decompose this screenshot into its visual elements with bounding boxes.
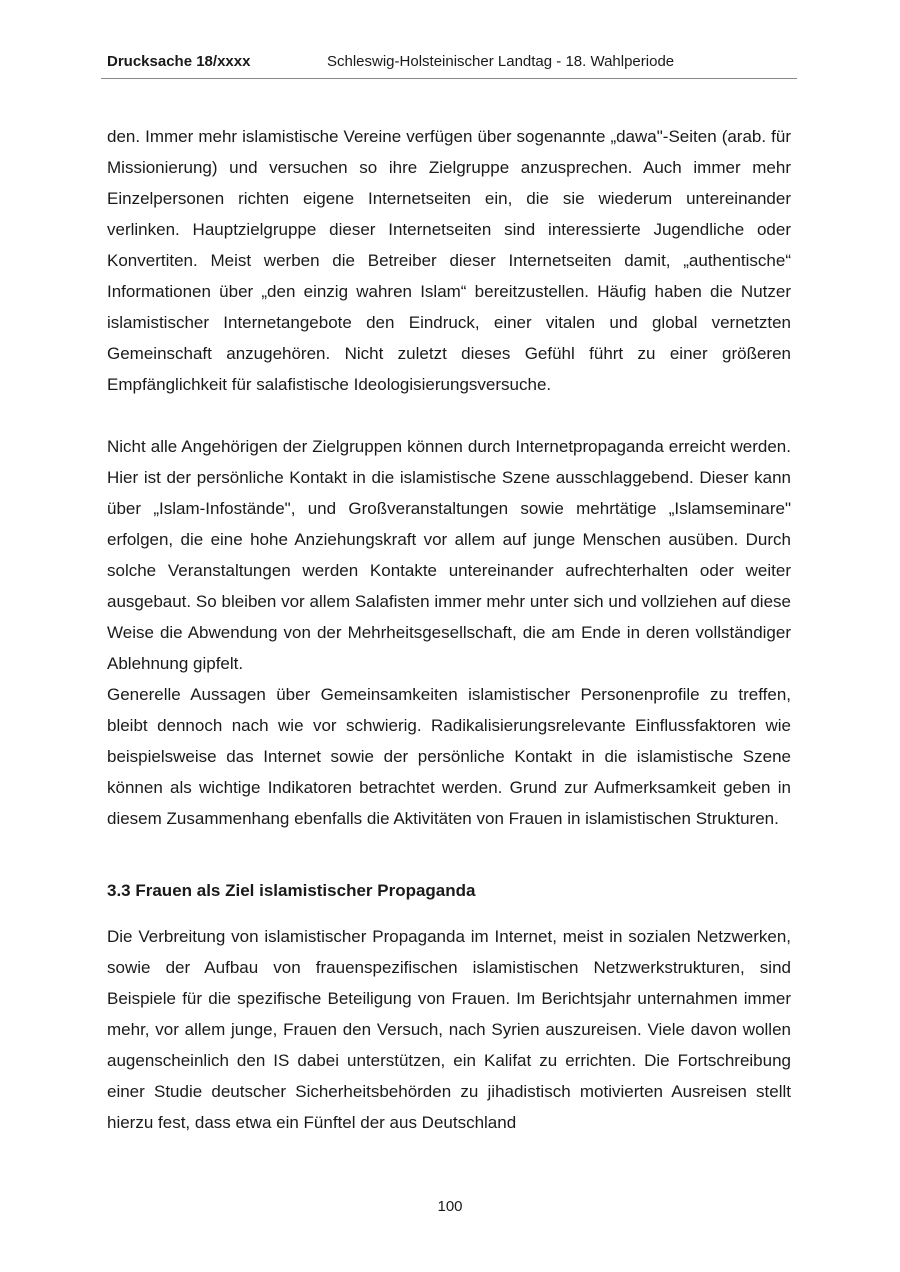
parliament-title: Schleswig-Holsteinischer Landtag - 18. Wahlperiode: [327, 53, 675, 70]
paragraph: Generelle Aussagen über Gemeinsamkeiten islamistischer Personenprofile zu treffen, bleibt dennoch nach wie vor schwierig. Radikalisierungsrelevante Einflussfaktoren wie beispielsweise das Internet sowie der persönliche Kontakt in die islamistische Szene können als wichtige Indikatoren betrachtet werden. Grund zur Aufmerksamkeit geben in diesem Zusammenhang ebenfalls die Aktivitäten von Frauen in islamistischen Strukturen.: [107, 685, 791, 828]
paragraph: Die Verbreitung von islamistischer Propaganda im Internet, meist in sozialen Netzwerken, sowie der Aufbau von frauenspezifischen islamistischen Netzwerkstrukturen, sind Beispiele für die spezifische Beteiligung von Frauen. Im Berichtsjahr unternahmen immer mehr, vor allem junge, Frauen den Versuch, nach Syrien auszureisen. Viele davon wollen augenscheinlich den IS dabei unterstützen, ein Kalifat zu errichten. Die Fortschreibung einer Studie deutscher Sicherheitsbehörden zu jihadistisch motivierten Ausreisen stellt hierzu fest, dass etwa ein Fünftel der aus Deutschland: [107, 927, 791, 1132]
page-number: 100: [437, 1198, 463, 1215]
paragraph-gap: [107, 400, 791, 431]
document-number: Drucksache 18/xxxx: [107, 53, 251, 70]
paragraph: den. Immer mehr islamistische Vereine verfügen über sogenannte „dawa"-Seiten (arab. für Missionierung) und versuchen so ihre Zielgruppe anzusprechen. Auch immer mehr Einzelpersonen richten eigene Internetseiten ein, die sie wiederum untereinander verlinken. Hauptzielgruppe dieser Internetseiten sind interessierte Jugendliche oder Konvertiten. Meist werben die Betreiber dieser Internetseiten damit, „authentische“ Informationen über „den einzig wahren Islam“ bereitzustellen. Häufig haben die Nutzer islamistischer Internetangebote den Eindruck, einer vitalen und global vernetzten Gemeinschaft anzugehören. Nicht zuletzt dieses Gefühl führt zu einer größeren Empfänglichkeit für salafistische Ideologisierungsversuche.: [107, 127, 791, 394]
paragraph: Nicht alle Angehörigen der Zielgruppen können durch Internetpropaganda erreicht werden. Hier ist der persönliche Kontakt in die islamistische Szene ausschlaggebend. Dieser kann über „Islam-Infostände", und Großveranstaltungen sowie mehrtätige „Islamseminare" erfolgen, die eine hohe Anziehungskraft vor allem auf junge Menschen ausüben. Durch solche Veranstaltungen werden Kontakte untereinander aufrechterhalten oder weiter ausgebaut. So bleiben vor allem Salafisten immer mehr unter sich und vollziehen auf diese Weise die Abwendung von der Mehrheitsgesellschaft, die am Ende in deren vollständiger Ablehnung gipfelt.: [107, 437, 791, 673]
body-text: [107, 121, 791, 1138]
page-header: [101, 52, 797, 79]
section-heading: 3.3 Frauen als Ziel islamistischer Propaganda: [107, 881, 476, 900]
